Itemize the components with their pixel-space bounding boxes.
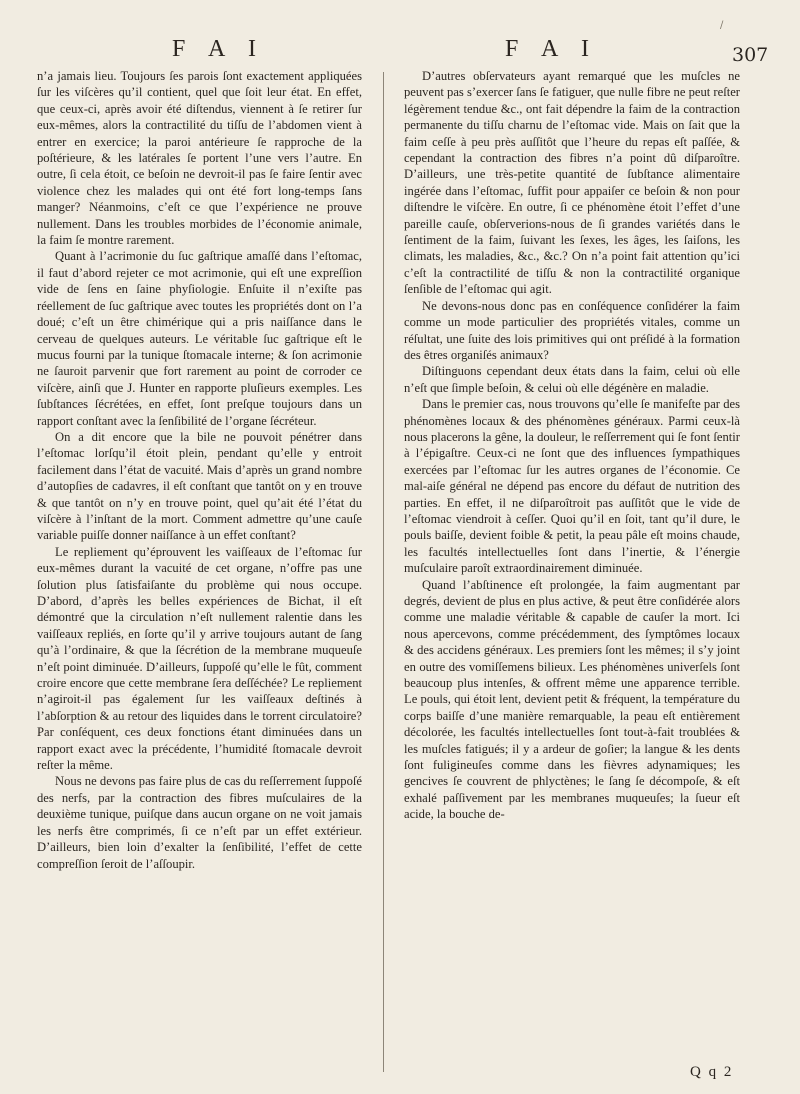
page-number: 307 [732,44,769,66]
paragraph: D’autres obſervateurs ayant remarqué que les muſcles ne peuvent pas s’exercer ſans ſe fatiguer, que nulle fibre ne peut reſter légèrement tendue &c., ont fait dépendre la faim de la contraction permanente du tiſſu charnu de l’eſtomac vide. Mais on ſait que la faim ceſſe à peu près auſſitôt que l’heure du repas eſt paſſée, & cependant la contraction des fibres n’a point dû diſparoître. D’ailleurs, une très-petite quantité de ſubſtance alimentaire ingérée dans l’eſtomac, ſuffit pour appaiſer ce beſoin & non pour diſtendre le viſcère. En outre, ſi ce phénomène étoit l’effet d’une pareille cauſe, obſerverions-nous de ſi grandes variétés dans le ſentiment de la faim, ſuivant les ſexes, les âges, les ſaiſons, les climats, les maladies, &c., &c.? On n’a point fait attention qu’ici c’eſt la contractilité de tiſſu & non la contractilité organique ſenſible de l’eſtomac qui agit. [404,69,740,297]
running-head-left: F A I [172,36,266,62]
paragraph: On a dit encore que la bile ne pouvoit pénétrer dans l’eſtomac lorſqu’il étoit plein, pendant qu’elle y entroit facilement dans l’état de vacuité. Mais d’après un grand nombre d’autopſies de cadavres, il eſt conſtant que tantôt on y en trouve & que tantôt on n’y en trouve point, quel qu’ait été l’état du viſcère à l’inſtant de la mort. Comment admettre qu’une cauſe variable puiſſe donner naiſſance à un effet conſtant? [37,429,362,543]
paragraph: Ne devons-nous donc pas en conſéquence conſidérer la faim comme un mode particulier des propriétés vitales, comme un réſultat, une ſuite des lois primitives qui ont préſidé à la formation des êtres organiſés animaux? [404,298,740,362]
corner-mark: / [720,20,724,31]
page-header [0,18,800,66]
left-column [37,68,362,872]
paragraph: Dans le premier cas, nous trouvons qu’elle ſe manifeſte par des phénomènes locaux & des phénomènes généraux. Parmi ceux-là nous placerons la gêne, la douleur, le reſſerrement qui ſe font ſentir à l’épigaſtre. Ceux-ci ne ſont que des influences ſympathiques exercées par l’eſtomac ſur les autres organes de l’économie. Ce mal-aiſe général ne dépend pas encore du défaut de nutrition des parties. En effet, il ne diſparoîtroit pas auſſitôt que le vide de l’eſtomac viendroit à ceſſer. Quoi qu’il en ſoit, tant qu’il dure, le pouls baiſſe, devient foible & petit, la peau pâle eſt moins chaude, les facultés intellectuelles ſont dans l’inertie, & l’énergie muſculaire paroît extraordinairement diminuée. [404,397,740,576]
paragraph: Quand l’abſtinence eſt prolongée, la faim augmentant par degrés, devient de plus en plus active, & peut être conſidérée alors comme une maladie véritable & capable de cauſer la mort. Ici nous apercevons, comme précédemment, des ſymptômes locaux & des accidens généraux. Les premiers ſont les mêmes; il s’y joint en outre des vomiſſemens bilieux. Les phénomènes univerſels ſont beaucoup plus intenſes, & offrent même une apparence terrible. Le pouls, qui étoit lent, devient petit & fréquent, la température du corps baiſſe d’une manière remarquable, la peau eſt entièrement décolorée, les facultés intellectuelles ſont tout-à-fait troublées & les muſcles fatigués; il y a ardeur de goſier; la langue & les dents ſont fuligineuſes comme dans les fièvres adynamiques; les gencives ſe couvrent de phlyctènes; le ſang ſe décompoſe, & eſt exhalé paſſivement par les membranes muqueuſes; la ſueur eſt acide, la bouche de- [404,577,740,822]
paragraph: Nous ne devons pas faire plus de cas du reſſerrement ſuppoſé des nerfs, par la contraction des fibres muſculaires de la deuxième tunique, puiſque dans aucun organe on ne voit jamais les nerfs être comprimés, ſi ce n’eſt par un effet extérieur. D’ailleurs, bien loin d’exalter la ſenſibilité, l’effet de cette compreſſion ſeroit de l’aſſoupir. [37,774,362,871]
paragraph: Diſtinguons cependant deux états dans la faim, celui où elle n’eſt que ſimple beſoin, & celui où elle dégénère en maladie. [404,364,740,395]
paragraph: n’a jamais lieu. Toujours ſes parois ſont exactement appliquées ſur les viſcères qu’il contient, quel que ſoit leur état. En effet, que ceux-ci, après avoir été diſtendus, viennent à ſe retirer ſur eux-mêmes, alors la contractilité du tiſſu de l’abdomen vient à entrer en exercice; la paroi antérieure ſe rapproche de la poſtérieure, & les latérales ſe portent l’une vers l’autre. En outre, ſi cela étoit, ce beſoin ne devroit-il pas ſe faire ſentir avec violence chez les malades qui ont été fort long-temps ſans manger? Néanmoins, c’eſt ce que l’expérience ne prouve nullement. Dans les troubles morbides de l’économie animale, la faim ſe montre rarement. [37,69,362,248]
running-head-right: F A I [505,36,599,62]
paragraph: Quant à l’acrimonie du ſuc gaſtrique amaſſé dans l’eſtomac, il faut d’abord rejeter ce mot acrimonie, qui eſt une expreſſion vide de ſens en ſaine phyſiologie. Enſuite il n’exiſte pas réellement de ſuc gaſtrique avec toutes les propriétés dont on l’a doué; c’eſt un être chimérique qui a pris naiſſance dans le cerveau de quelques auteurs. Le véritable ſuc gaſtrique eſt le mucus fourni par la tunique ſtomacale interne; & ſon acrimonie ne ſauroit parvenir que fort rarement au point de corroder ce viſcère, ainſi que J. Hunter en rapporte pluſieurs exemples. Les ſubſtances ſécrétées, en effet, ſont preſque toujours dans un rapport conſtant avec la ſenſibilité de l’organe ſécréteur. [37,249,362,428]
right-column [404,68,740,823]
paragraph: Le repliement qu’éprouvent les vaiſſeaux de l’eſtomac ſur eux-mêmes durant la vacuité de cet organe, n’offre pas une ſolution plus ſatisfaiſante du problème qui nous occupe. D’abord, d’après les belles expériences de Bichat, il eſt démontré que la circulation n’eſt nullement ralentie dans les vaiſſeaux repliés, en ſorte qu’il y arrive toujours autant de ſang qu’à l’ordinaire, & que la ſécrétion de la membrane muqueuſe n’eſt point diminuée. D’ailleurs, ſuppoſé qu’elle le fût, comment croire encore que cette membrane ſera deſſéchée? Le repliement n’agiroit-il pas également ſur les vaiſſeaux deſtinés à l’abſorption & au retour des liquides dans le torrent circulatoire? Par conſéquent, ces deux fonctions étant diminuées dans un rapport exact avec la précédente, l’humidité ſtomacale devroit reſter la même. [37,544,362,773]
signature-mark: Q q 2 [690,1064,734,1080]
column-divider [383,72,384,1072]
